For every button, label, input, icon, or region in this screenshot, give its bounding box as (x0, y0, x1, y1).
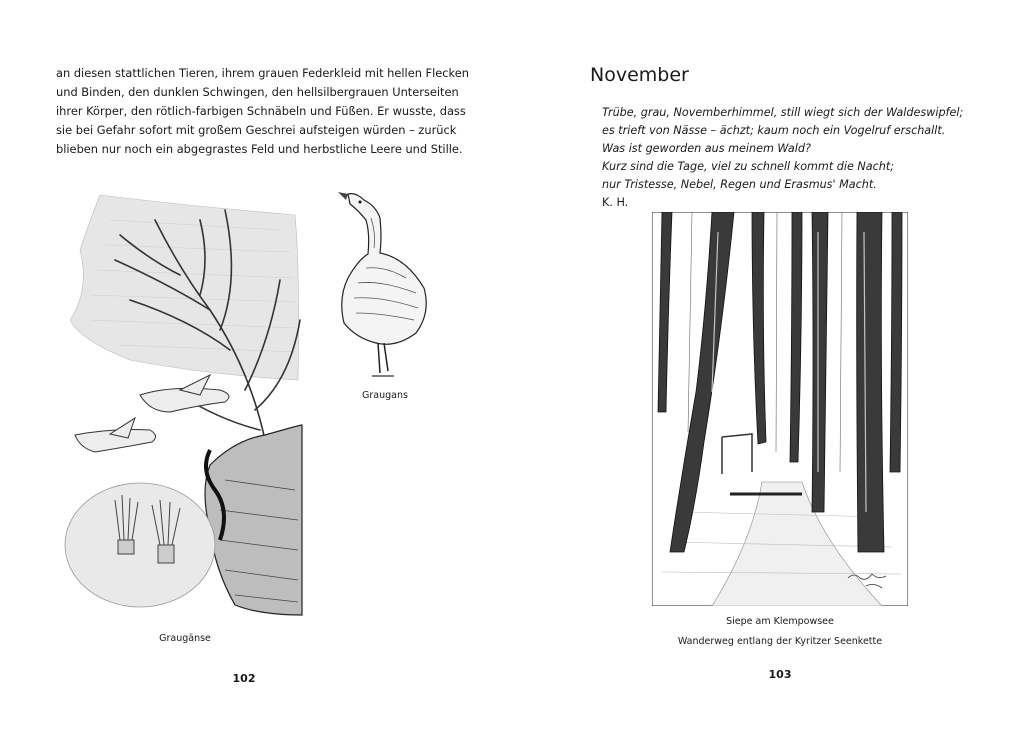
paragraph-line: an diesen stattlichen Tieren, ihrem grauen Federkleid mit hellen Flecken (56, 66, 469, 80)
greylag-geese-sketch (60, 190, 310, 620)
right-page (512, 0, 1024, 731)
body-paragraph (56, 64, 469, 159)
forest-path-sketch (652, 212, 908, 606)
paragraph-line: sie bei Gefahr sofort mit großem Geschrei aufsteigen würden – zurück (56, 123, 457, 137)
poem-line: Trübe, grau, Novemberhimmel, still wiegt sich der Waldeswipfel; (602, 106, 964, 119)
poem-line: Was ist geworden aus meinem Wald? (602, 142, 811, 155)
paragraph-line: blieben nur noch ein abgegrastes Feld und herbstliche Leere und Stille. (56, 142, 463, 156)
chapter-title: November (590, 64, 689, 86)
caption-goose: Graugans (362, 390, 408, 401)
poem-line: nur Tristesse, Nebel, Regen und Erasmus' Macht. (602, 178, 877, 191)
poem (602, 104, 1002, 212)
page-number: 102 (232, 672, 256, 685)
greylag-goose-sketch (336, 188, 436, 388)
poem-line: es trieft von Nässe – ächzt; kaum noch ein Vogelruf erschallt. (602, 124, 946, 137)
poem-line: Kurz sind die Tage, viel zu schnell kommt die Nacht; (602, 160, 895, 173)
caption-line-1: Siepe am Klempowsee (726, 616, 834, 627)
paragraph-line: und Binden, den dunklen Schwingen, den hellsilbergrauen Unterseiten (56, 85, 459, 99)
caption-geese: Graugänse (159, 633, 211, 644)
caption-line-2: Wanderweg entlang der Kyritzer Seenkette (677, 636, 883, 647)
poem-author: K. H. (602, 196, 629, 209)
paragraph-line: ihrer Körper, den rötlich-farbigen Schnäbeln und Füßen. Er wusste, dass (56, 104, 466, 118)
page-number: 103 (768, 668, 792, 681)
